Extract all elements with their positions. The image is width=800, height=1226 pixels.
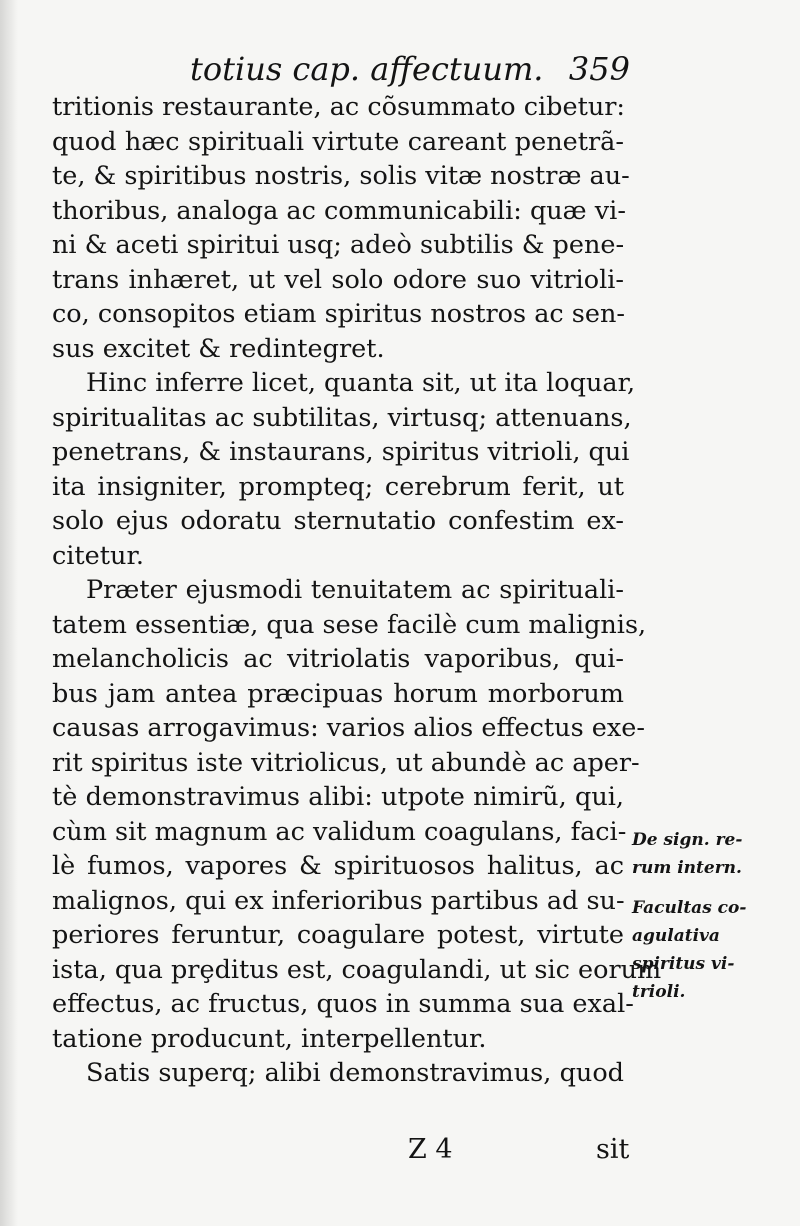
text-line: bus jam antea præcipuas horum morborum xyxy=(52,678,624,709)
text-line: malignos, qui ex inferioribus partibus ad su- xyxy=(52,885,625,916)
paragraph-first-line: Satis superq; alibi demonstravimus, quod xyxy=(86,1058,624,1088)
text-line: cùm sit magnum ac validum coagulans, faci- xyxy=(52,816,627,847)
text-line: citetur. xyxy=(52,540,144,571)
text-line: ita insigniter, prompteq; cerebrum ferit, ut xyxy=(52,471,624,502)
text-line: sus excitet & redintegret. xyxy=(52,333,385,364)
scan-edge-shadow xyxy=(0,0,18,1226)
running-title: totius cap. affectuum. xyxy=(190,50,544,88)
text-line: thoribus, analoga ac communicabili: quæ vi- xyxy=(52,195,626,226)
text-line: spiritualitas ac subtilitas, virtusq; attenuans, xyxy=(52,402,632,433)
text-line: tè demonstravimus alibi: utpote nimirũ, qui, xyxy=(52,782,624,812)
marginal-note-line: trioli. xyxy=(632,982,686,1002)
text-line: quod hæc spirituali virtute careant penetrã- xyxy=(52,126,624,157)
signature-mark: Z 4 xyxy=(408,1134,453,1165)
text-line: trans inhæret, ut vel solo odore suo vitrioli- xyxy=(52,264,624,295)
text-line: periores feruntur, coagulare potest, virtute xyxy=(52,920,624,950)
text-line: tatem essentiæ, qua sese facilè cum malignis, xyxy=(52,609,647,640)
catchword: sit xyxy=(596,1134,630,1165)
text-line: effectus, ac fructus, quos in summa sua exal- xyxy=(52,989,634,1019)
text-line: penetrans, & instaurans, spiritus vitrioli, qui xyxy=(52,437,630,467)
paragraph-first-line: Præter ejusmodi tenuitatem ac spirituali- xyxy=(86,575,624,605)
text-line: melancholicis ac vitriolatis vaporibus, qui- xyxy=(52,644,624,674)
body-text xyxy=(52,90,662,1091)
marginal-note-coagulation xyxy=(632,894,792,1006)
text-line: co, consopitos etiam spiritus nostros ac sen- xyxy=(52,299,626,329)
text-line: ista, qua prȩditus est, coagulandi, ut sic eorum xyxy=(52,954,662,985)
page-header xyxy=(190,50,630,90)
page-footer xyxy=(400,1134,640,1174)
marginal-note-line: De sign. re- xyxy=(632,830,743,850)
page-number: 359 xyxy=(568,50,630,88)
marginal-note-line: spiritus vi- xyxy=(632,954,735,974)
marginal-note-line: rum intern. xyxy=(632,858,742,878)
text-line: tatione producunt, interpellentur. xyxy=(52,1023,487,1054)
text-line: lè fumos, vapores & spirituosos halitus, ac xyxy=(52,851,624,881)
text-line: ni & aceti spiritui usq; adeò subtilis & pene- xyxy=(52,230,625,260)
paragraph-first-line: Hinc inferre licet, quanta sit, ut ita loquar, xyxy=(86,368,636,398)
text-line: rit spiritus iste vitriolicus, ut abundè ac aper- xyxy=(52,747,640,778)
marginal-note-signatures xyxy=(632,826,792,882)
text-line: tritionis restaurante, ac cõsummato cibetur: xyxy=(52,92,626,122)
text-line: te, & spiritibus nostris, solis vitæ nostræ au- xyxy=(52,161,630,191)
marginal-note-line: Facultas co- xyxy=(632,898,747,918)
text-line: causas arrogavimus: varios alios effectus exe- xyxy=(52,713,645,743)
text-line: solo ejus odoratu sternutatio confestim ex- xyxy=(52,506,624,536)
marginal-note-line: agulativa xyxy=(632,926,720,946)
